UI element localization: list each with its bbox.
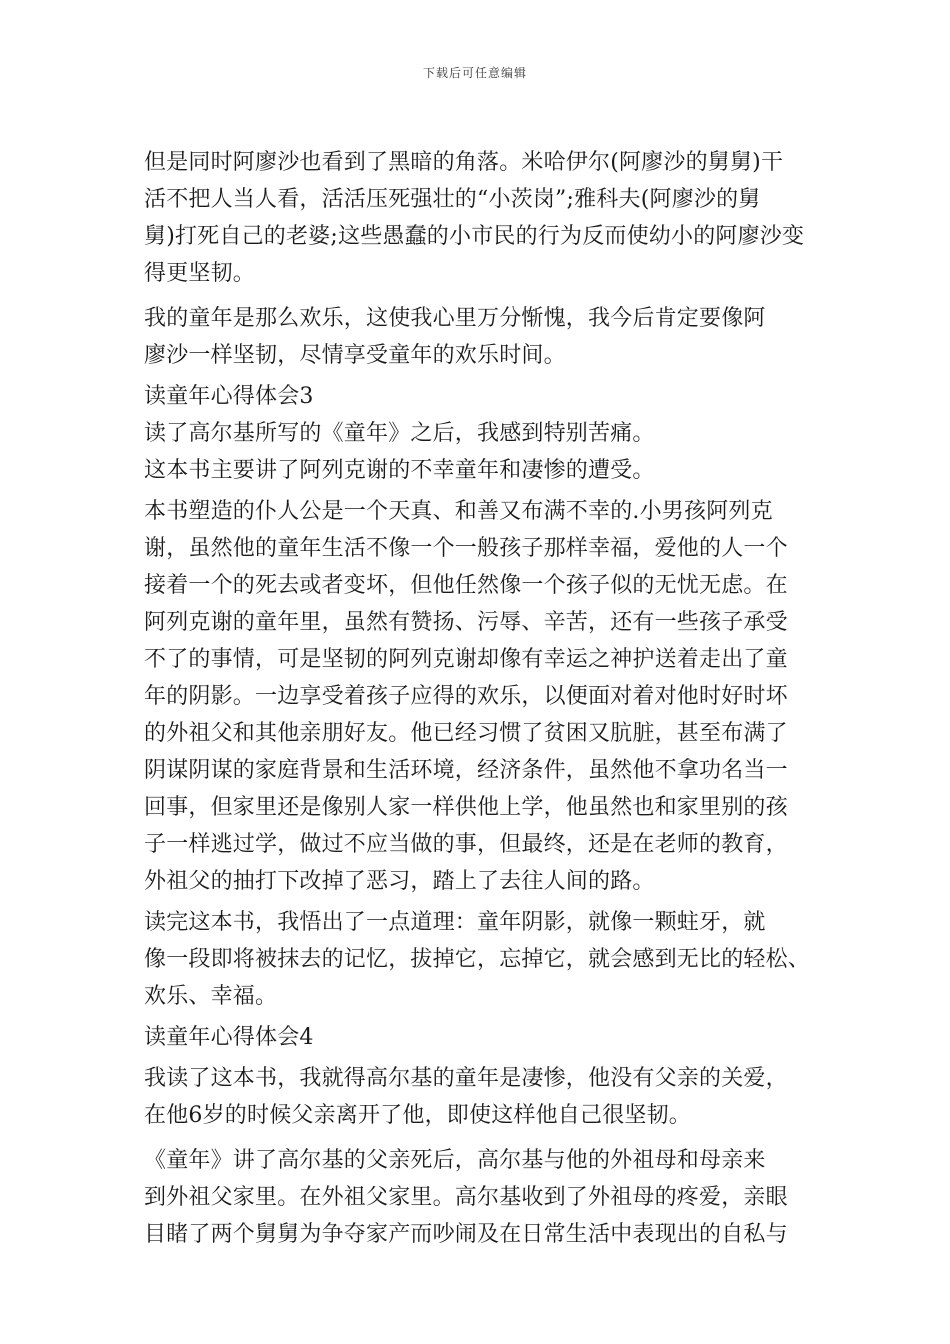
text-line: 廖沙一样坚韧，尽情享受童年的欢乐时间。 [144,343,566,368]
text-line: 谢，虽然他的童年生活不像一个一般孩子那样幸福，爱他的人一个 [144,536,788,561]
text-line: 外祖父的抽打下改掉了恶习，踏上了去往人间的路。 [144,869,655,894]
header-note: 下载后可任意编辑 [422,66,527,80]
text-line: 阴谋阴谋的家庭背景和生活环境，经济条件，虽然他不拿功名当一 [144,758,788,783]
text-line: 欢乐、幸福。 [144,984,278,1009]
text-line: 读了高尔基所写的《童年》之后，我感到特别苦痛。 [144,421,655,446]
document-body [144,152,834,1261]
text-line: 舅)打死自己的老婆;这些愚蠢的小市民的行为反而使幼小的阿廖沙变 [144,224,805,249]
text-line: 回事，但家里还是像别人家一样供他上学，他虽然也和家里别的孩 [144,795,788,820]
text-line: 接着一个的死去或者变坏，但他任然像一个孩子似的无忧无虑。在 [144,573,788,598]
text-line: 这本书主要讲了阿列克谢的不幸童年和凄惨的遭受。 [144,458,655,483]
text-line: 本书塑造的仆人公是一个天真、和善又布满不幸的.小男孩阿列克 [144,499,773,524]
text-line: 子一样逃过学，做过不应当做的事，但最终，还是在老师的教育， [144,832,788,857]
section-heading: 读童年心得体会3 [144,384,314,409]
text-line: 阿列克谢的童年里，虽然有赞扬、污辱、辛苦，还有一些孩子承受 [144,610,788,635]
text-line: 像一段即将被抹去的记忆，拔掉它，忘掉它，就会感到无比的轻松、 [144,947,811,972]
text-line: 得更坚韧。 [144,261,256,286]
text-line: 到外祖父家里。在外祖父家里。高尔基收到了外祖母的疼爱，亲眼 [144,1185,788,1210]
text-line: 但是同时阿廖沙也看到了黑暗的角落。米哈伊尔(阿廖沙的舅舅)干 [144,150,784,175]
text-line: 在他6岁的时候父亲离开了他，即使这样他自己很坚韧。 [144,1103,691,1128]
text-line: 目睹了两个舅舅为争夺家产而吵闹及在日常生活中表现出的自私与 [144,1222,788,1247]
text-line: 不了的事情，可是坚韧的阿列克谢却像有幸运之神护送着走出了童 [144,647,788,672]
text-line: 读完这本书，我悟出了一点道理：童年阴影，就像一颗蛀牙，就 [144,910,766,935]
text-line: 《童年》讲了高尔基的父亲死后，高尔基与他的外祖母和母亲来 [144,1148,766,1173]
text-line: 的外祖父和其他亲朋好友。他已经习惯了贫困又肮脏，甚至布满了 [144,721,788,746]
text-line: 我的童年是那么欢乐，这使我心里万分惭愧，我今后肯定要像阿 [144,306,766,331]
text-line: 年的阴影。一边享受着孩子应得的欢乐，以便面对着对他时好时坏 [144,684,788,709]
text-line: 活不把人当人看，活活压死强壮的“小茨岗”;雅科夫(阿廖沙的舅 [144,187,761,212]
section-heading: 读童年心得体会4 [144,1025,314,1050]
text-line: 我读了这本书，我就得高尔基的童年是凄惨，他没有父亲的关爱， [144,1066,788,1091]
